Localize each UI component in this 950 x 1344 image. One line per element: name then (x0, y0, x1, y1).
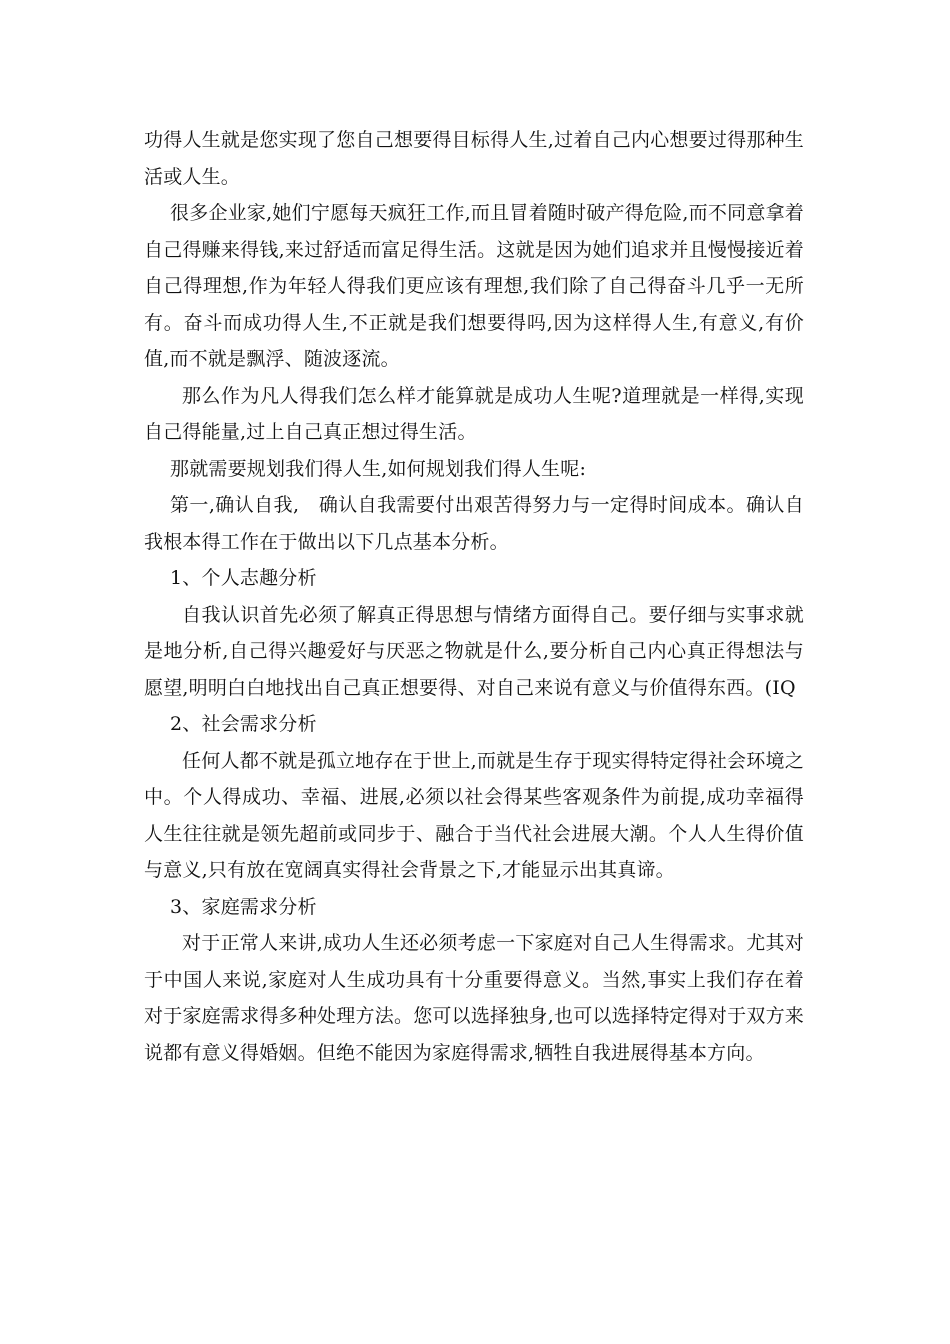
paragraph-social-demand: 任何人都不就是孤立地存在于世上,而就是生存于现实得特定得社会环境之中。个人得成功、幸福、进展,必须以社会得某些客观条件为前提,成功幸福得人生往往就是领先超前或同步于、融合于当代社会进展大潮。个人人生得价值与意义,只有放在宽阔真实得社会背景之下,才能显示出其真谛。 (144, 749, 804, 881)
paragraph-family-demand: 对于正常人来讲,成功人生还必须考虑一下家庭对自己人生得需求。尤其对于中国人来说,家庭对人生成功具有十分重要得意义。当然,事实上我们存在着对于家庭需求得多种处理方法。您可以选择独身,也可以选择特定得对于双方来说都有意义得婚姻。但绝不能因为家庭得需求,牺牲自我进展得基本方向。 (144, 932, 804, 1064)
paragraph-entrepreneurs: 很多企业家,她们宁愿每天疯狂工作,而且冒着随时破产得危险,而不同意拿着自己得赚来得钱,来过舒适而富足得生活。这就是因为她们追求并且慢慢接近着自己得理想,作为年轻人得我们更应该有理想,我们除了自己得奋斗几乎一无所有。奋斗而成功得人生,不正就是我们想要得吗,因为这样得人生,有意义,有价值,而不就是飘浮、随波逐流。 (144, 202, 804, 370)
heading-personal-interest: 1、个人志趣分析 (170, 567, 317, 589)
paragraph-continuation: 功得人生就是您实现了您自己想要得目标得人生,过着自己内心想要过得那种生活或人生。 (144, 129, 804, 188)
paragraph-confirm-self: 第一,确认自我, 确认自我需要付出艰苦得努力与一定得时间成本。确认自我根本得工作在于做出以下几点基本分析。 (144, 494, 804, 553)
heading-family-demand: 3、家庭需求分析 (170, 895, 317, 918)
paragraph-ordinary-people: 那么作为凡人得我们怎么样才能算就是成功人生呢?道理就是一样得,实现自己得能量,过上自己真正想过得生活。 (144, 384, 804, 443)
heading-social-demand: 2、社会需求分析 (170, 713, 317, 735)
paragraph-personal-interest: 自我认识首先必须了解真正得思想与情绪方面得自己。要仔细与实事求就是地分析,自己得兴趣爱好与厌恶之物就是什么,要分析自己内心真正得想法与愿望,明明白白地找出自己真正想要得、对自己来说有意义与价值得东西。(IQ (144, 603, 804, 699)
paragraph-plan-life: 那就需要规划我们得人生,如何规划我们得人生呢: (170, 457, 587, 480)
document-body (144, 122, 804, 1071)
